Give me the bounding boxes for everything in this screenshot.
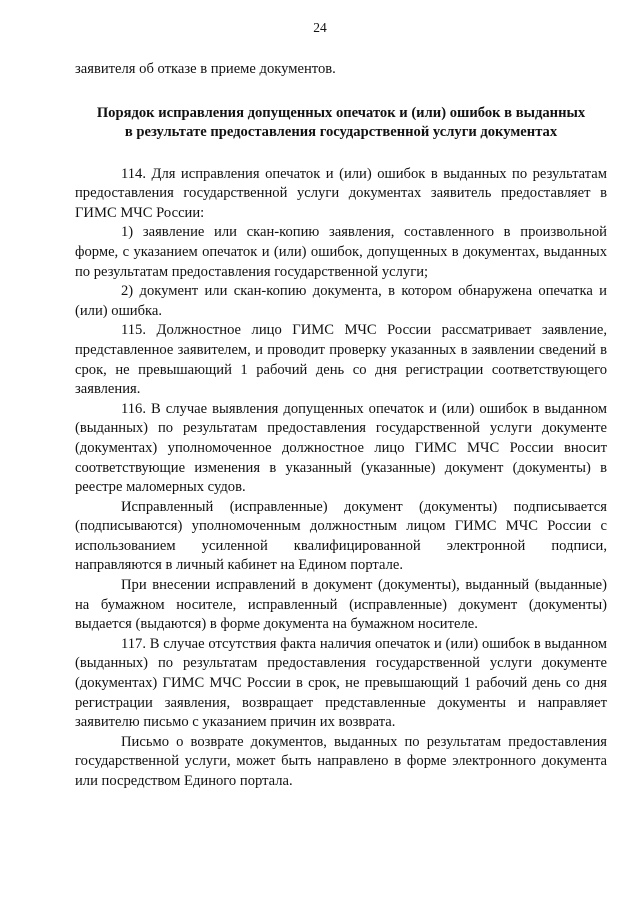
paragraph-117: 117. В случае отсутствия факта наличия опечаток и (или) ошибок в выданном (выданных) по результатам предоставления государственной услуги документе (документах) ГИМС МЧС России в срок, не превышающий 1 рабочий день со дня регистрации заявления, возвращает представленные документы и направляет заявителю письмо с указанием причин их возврата. [75, 635, 607, 731]
list-item-1: 1) заявление или скан-копию заявления, составленного в произвольной форме, с указанием опечаток и (или) ошибок, допущенных в документах, выданных по результатам предоставления государственной услуги; [75, 224, 607, 280]
section-heading-line-1: Порядок исправления допущенных опечаток и (или) ошибок в выданных [96, 104, 586, 121]
paragraph-return-letter: Письмо о возврате документов, выданных по результатам предоставления государственной услуги, может быть направлено в форме электронного документа или посредством Единого портала. [75, 733, 607, 789]
document-body [75, 60, 607, 792]
list-item-2: 2) документ или скан-копию документа, в котором обнаружена опечатка и (или) ошибка. [75, 283, 607, 319]
section-heading-line-2: в результате предоставления государственной услуги документах [124, 123, 558, 140]
paragraph-114: 114. Для исправления опечаток и (или) ошибок в выданных по результатам предоставления государственной услуги документах заявитель предоставляет в ГИМС МЧС России: [75, 165, 607, 221]
paragraph-116: 116. В случае выявления допущенных опечаток и (или) ошибок в выданном (выданных) по результатам предоставления государственной услуги документе (документах) уполномоченное должностное лицо ГИМС МЧС России вносит соответствующие изменения в указанный (указанные) документ (документы) в реестре маломерных судов. [75, 400, 607, 496]
paragraph-115: 115. Должностное лицо ГИМС МЧС России рассматривает заявление, представленное заявителем, и проводит проверку указанных в заявлении сведений в срок, не превышающий 1 рабочий день со дня регистрации соответствующего заявления. [75, 322, 607, 398]
paragraph-paper-corrections: При внесении исправлений в документ (документы), выданный (выданные) на бумажном носителе, исправленный (исправленные) документ (документы) выдается (выдаются) в форме документа на бумажном носителе. [75, 577, 607, 633]
section-heading [75, 104, 607, 142]
continuation-text: заявителя об отказе в приеме документов. [75, 61, 336, 77]
page-number: 24 [313, 20, 327, 35]
paragraph-signed-documents: Исправленный (исправленные) документ (документы) подписывается (подписываются) уполномоченным должностным лицом ГИМС МЧС России с использованием усиленной квалифицированной электронной подписи, направляются в личный кабинет на Едином портале. [75, 498, 607, 574]
